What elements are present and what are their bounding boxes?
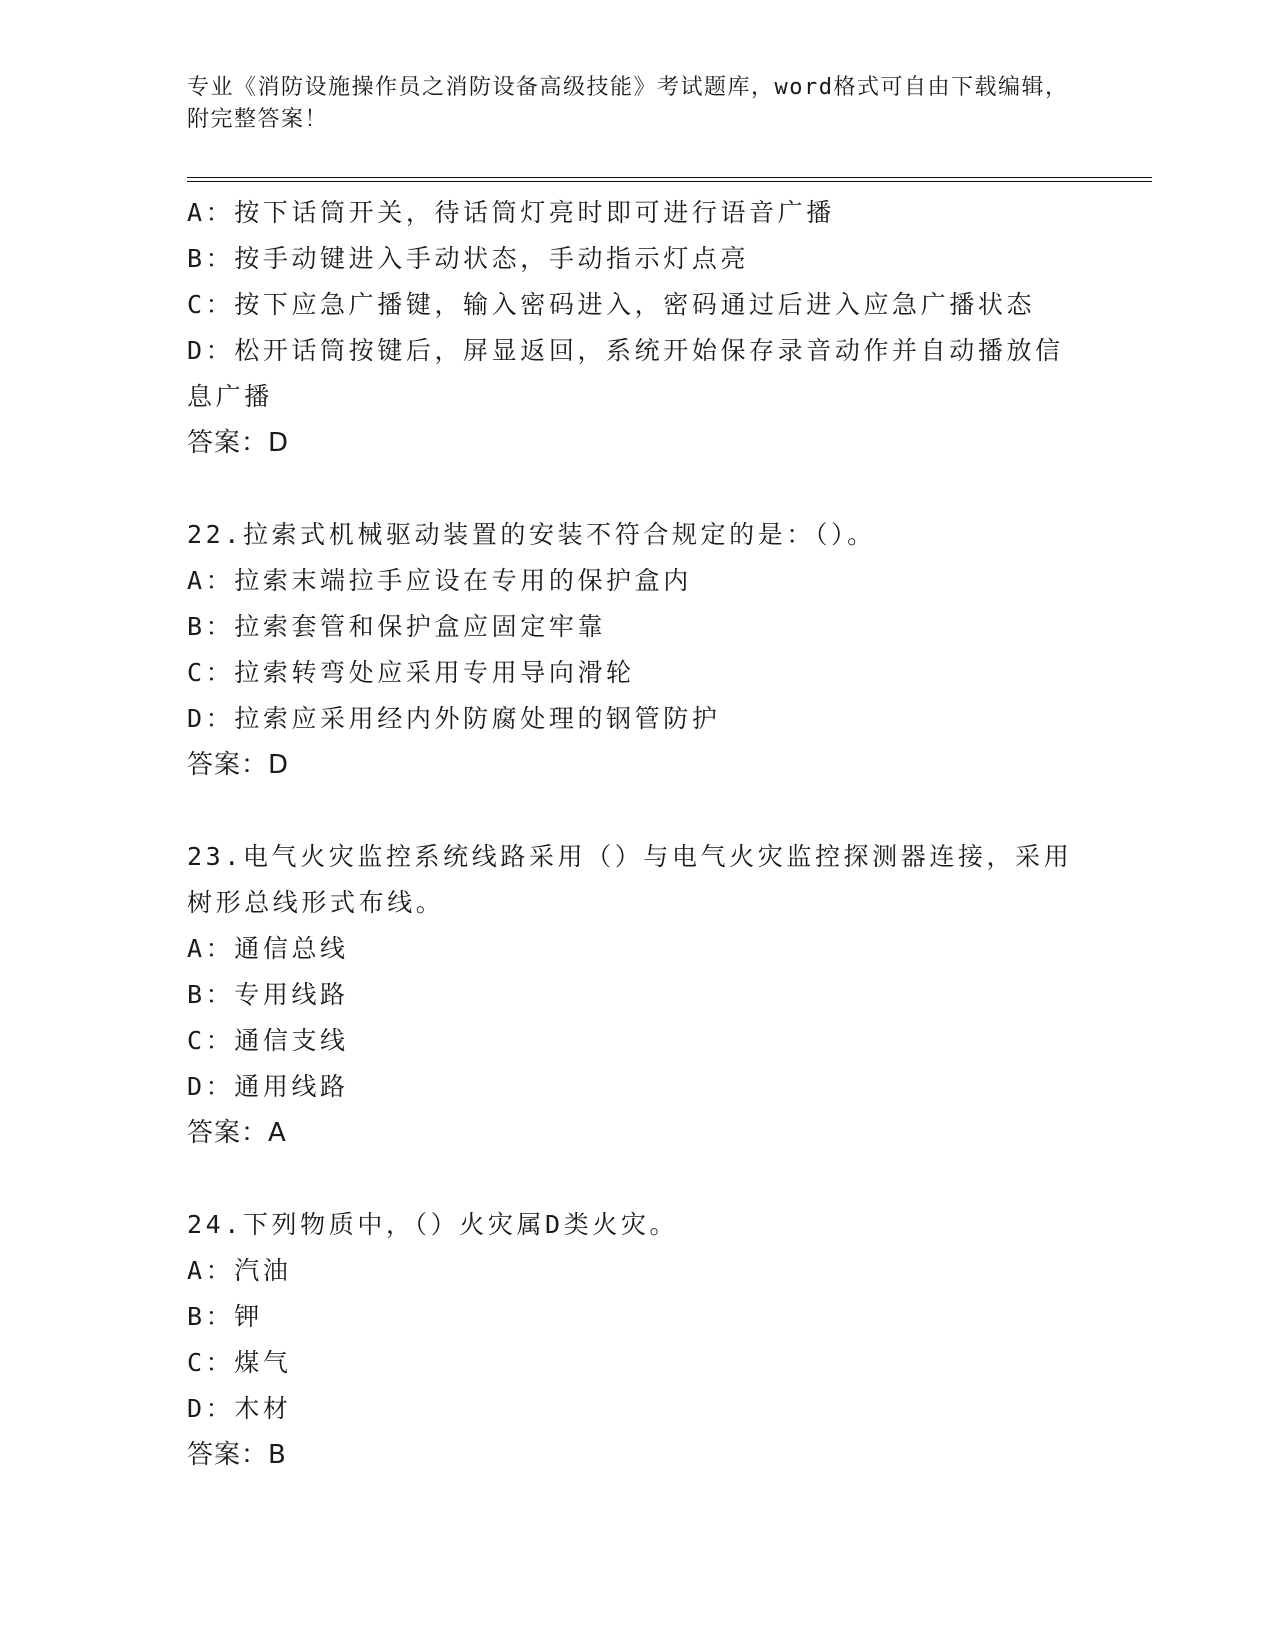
answer-label: 答案：A [187, 1118, 287, 1148]
option-a: A：通信总线 [187, 934, 349, 963]
answer-label: 答案：D [187, 750, 290, 780]
option-c: C：煤气 [187, 1348, 292, 1377]
spacer [187, 1156, 1087, 1202]
option-b: B：钾 [187, 1302, 263, 1331]
answer-label: 答案：D [187, 428, 290, 458]
option-c: C：拉索转弯处应采用专用导向滑轮 [187, 658, 635, 687]
option-a: A：按下话筒开关，待话筒灯亮时即可进行语音广播 [187, 198, 835, 227]
option-d: D：木材 [187, 1394, 292, 1423]
question-block-24 [187, 1202, 1087, 1478]
spacer [187, 466, 1087, 512]
option-a: A：汽油 [187, 1256, 292, 1285]
header-divider-bottom [187, 181, 1152, 182]
question-stem: 22.拉索式机械驱动装置的安装不符合规定的是：（）。 [187, 520, 876, 549]
option-d: D：通用线路 [187, 1072, 349, 1101]
option-a: A：拉索末端拉手应设在专用的保护盒内 [187, 566, 692, 595]
document-header: 专业《消防设施操作员之消防设备高级技能》考试题库，word格式可自由下载编辑，附完整答案！ [187, 75, 1069, 132]
question-block-22 [187, 512, 1087, 788]
option-b: B：专用线路 [187, 980, 349, 1009]
spacer [187, 788, 1087, 834]
option-c: C：按下应急广播键，输入密码进入，密码通过后进入应急广播状态 [187, 290, 1036, 319]
option-c: C：通信支线 [187, 1026, 349, 1055]
option-d: D：拉索应采用经内外防腐处理的钢管防护 [187, 704, 721, 733]
header-divider-top [187, 177, 1152, 178]
question-stem: 24.下列物质中，（）火灾属D类火灾。 [187, 1210, 679, 1239]
option-b: B：拉索套管和保护盒应固定牢靠 [187, 612, 607, 641]
question-list [187, 190, 1087, 1478]
question-stem: 23.电气火灾监控系统线路采用（）与电气火灾监控探测器连接，采用树形总线形式布线。 [187, 842, 1073, 917]
option-b: B：按手动键进入手动状态，手动指示灯点亮 [187, 244, 750, 273]
option-d: D：松开话筒按键后，屏显返回，系统开始保存录音动作并自动播放信息广播 [187, 336, 1064, 411]
question-block-21 [187, 190, 1087, 466]
answer-label: 答案：B [187, 1440, 287, 1470]
question-block-23 [187, 834, 1087, 1156]
